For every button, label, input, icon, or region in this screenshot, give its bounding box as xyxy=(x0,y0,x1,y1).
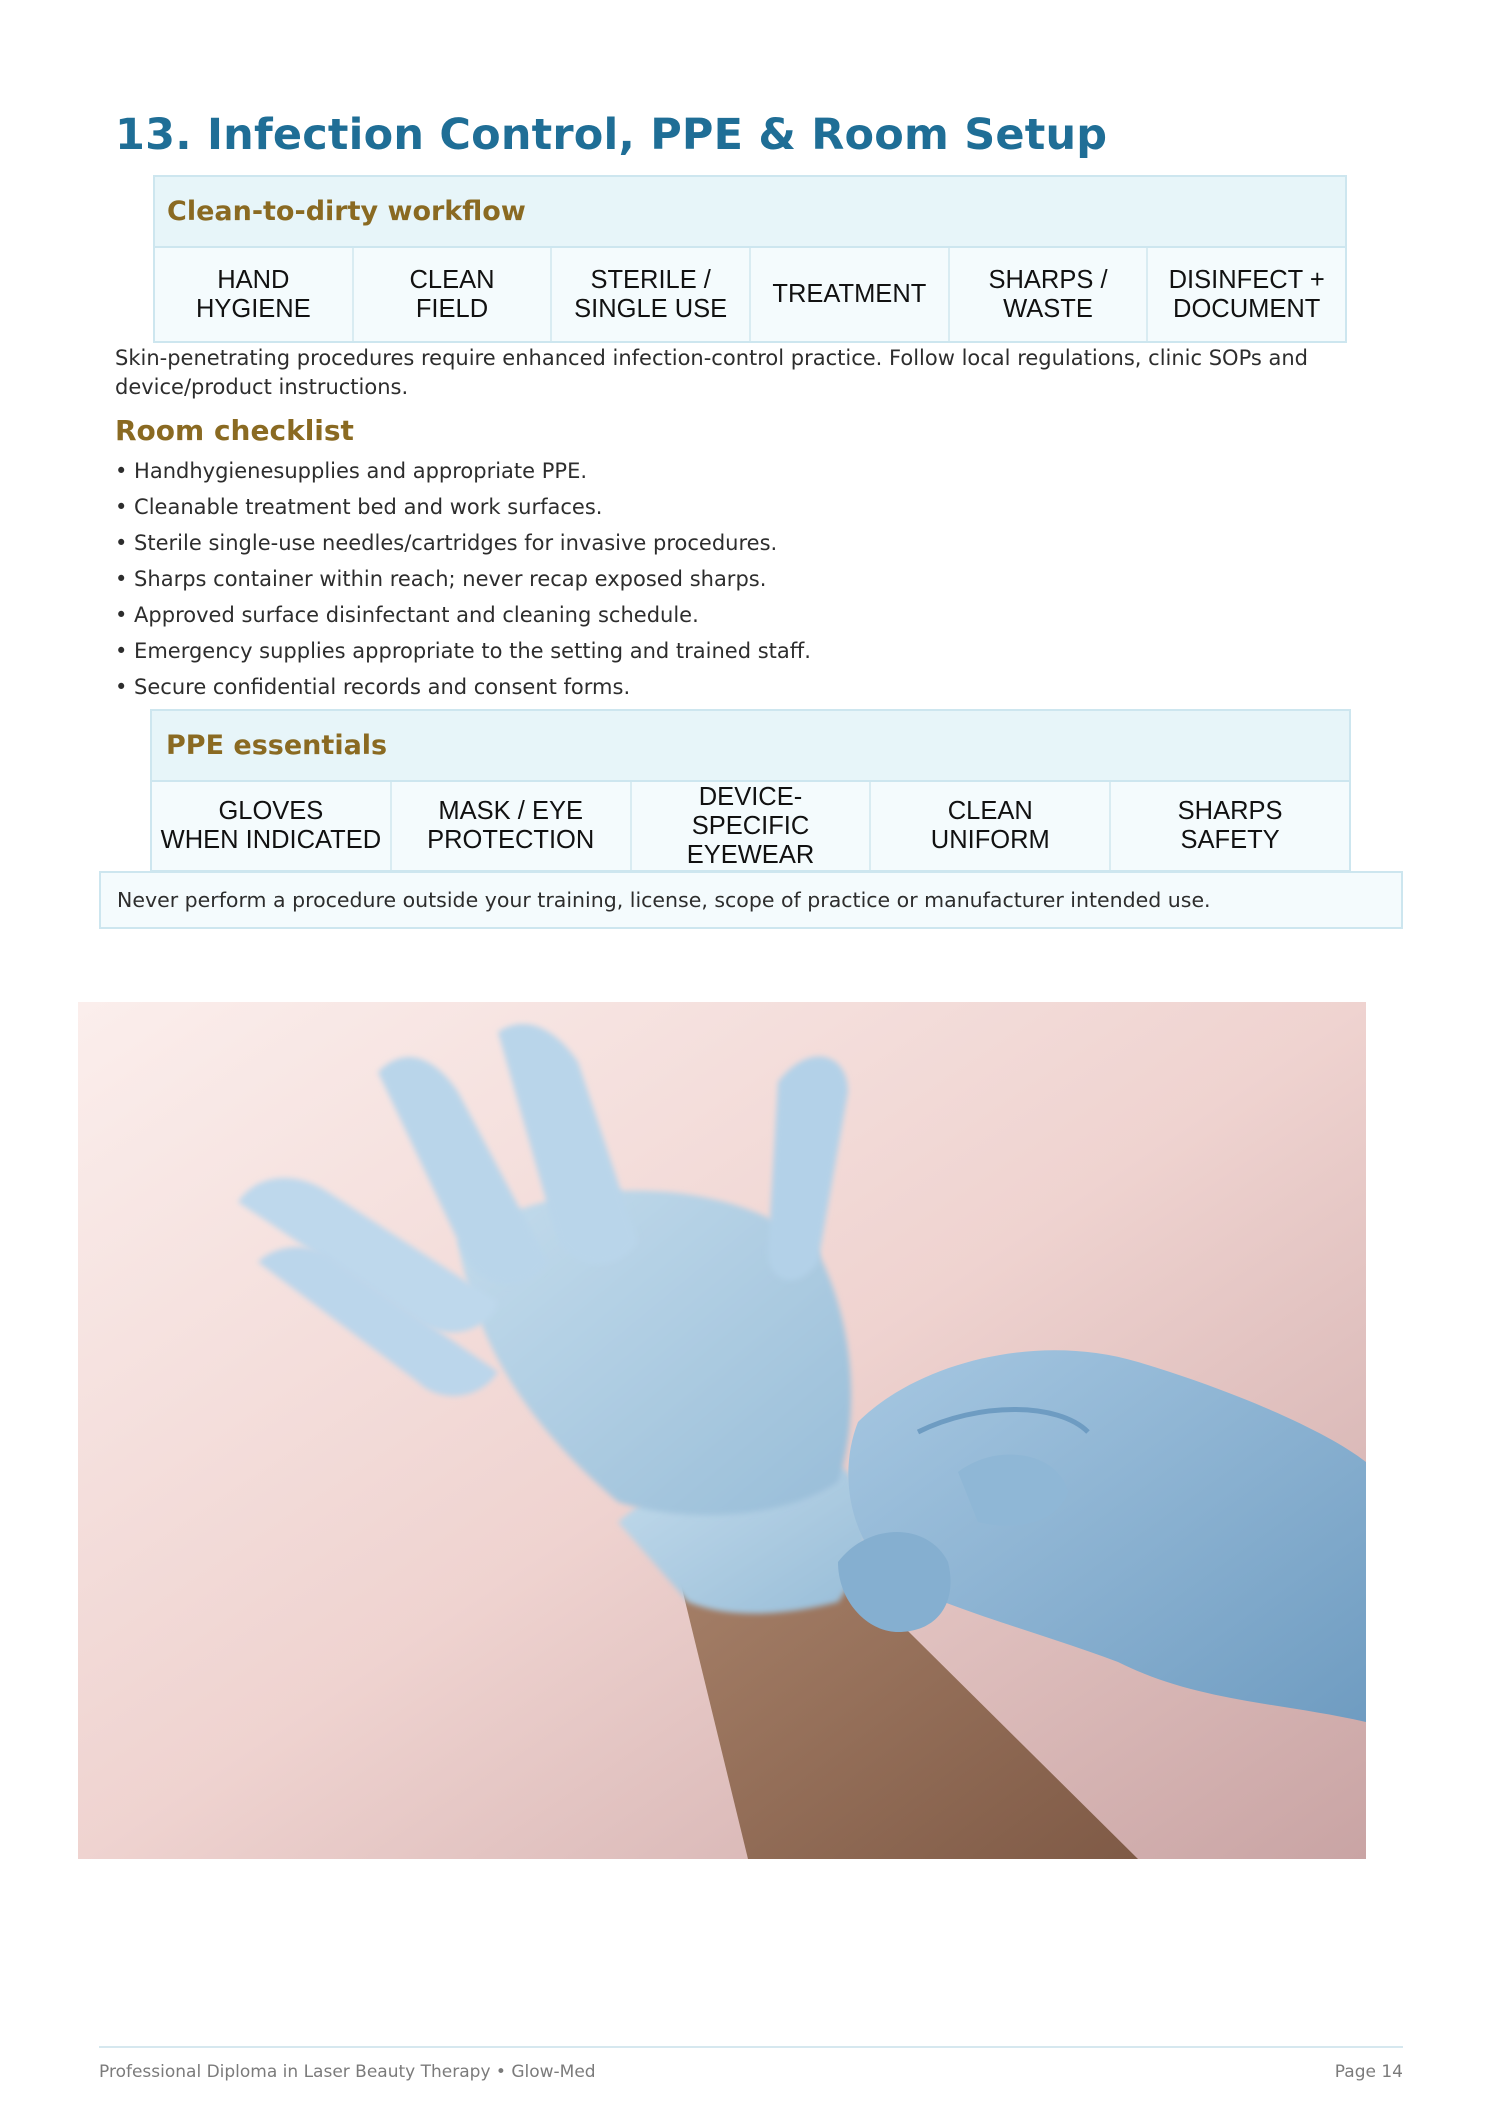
checklist-item: • Sterile single-use needles/cartridges for invasive procedures. xyxy=(115,531,778,555)
glove-photo xyxy=(78,1002,1366,1859)
intro-paragraph: Skin-penetrating procedures require enhanced infection-control practice. Follow local regulations, clinic SOPs and device/product instructions. xyxy=(115,346,1309,399)
workflow-step-sharps-waste: SHARPS / WASTE xyxy=(950,248,1149,341)
scope-note: Never perform a procedure outside your training, license, scope of practice or manufacturer intended use. xyxy=(99,871,1403,929)
workflow-step-disinfect-document: DISINFECT + DOCUMENT xyxy=(1168,265,1325,323)
workflow-step-sterile-single-use: STERILE / SINGLE USE xyxy=(552,248,751,341)
ppe-item-mask-eye-protection: MASK / EYE PROTECTION xyxy=(392,782,632,870)
ppe-panel xyxy=(150,709,1351,872)
ppe-item-sharps-safety: SHARPS SAFETY xyxy=(1177,797,1283,854)
checklist-item: • Secure confidential records and consent forms. xyxy=(115,675,631,699)
footer-divider xyxy=(99,2046,1403,2048)
ppe-item-gloves: GLOVES WHEN INDICATED xyxy=(152,782,392,870)
footer-page-number: Page 14 xyxy=(1334,2062,1403,2082)
checklist-item: • Emergency supplies appropriate to the setting and trained staff. xyxy=(115,639,811,663)
room-checklist-heading: Room checklist xyxy=(115,414,354,447)
workflow-panel xyxy=(153,175,1347,343)
workflow-step-clean-field: CLEAN FIELD xyxy=(354,248,553,341)
workflow-step-treatment: TREATMENT xyxy=(751,248,950,341)
ppe-heading: PPE essentials xyxy=(152,711,1349,782)
checklist-item: • Sharps container within reach; never recap exposed sharps. xyxy=(115,567,767,591)
room-checklist xyxy=(115,456,811,708)
workflow-heading: Clean-to-dirty workflow xyxy=(155,177,1345,248)
ppe-item-device-eyewear: DEVICE- SPECIFIC EYEWEAR xyxy=(632,782,872,870)
checklist-item: • Approved surface disinfectant and cleaning schedule. xyxy=(115,603,699,627)
footer-course-name: Professional Diploma in Laser Beauty Therapy • Glow-Med xyxy=(99,2062,596,2082)
page-title: 13. Infection Control, PPE & Room Setup xyxy=(115,110,1108,160)
ppe-item-clean-uniform: CLEAN UNIFORM xyxy=(871,782,1111,870)
workflow-step-hand-hygiene: HAND HYGIENE xyxy=(155,248,354,341)
checklist-item: • Handhygienesupplies and appropriate PPE. xyxy=(115,459,588,483)
checklist-item: • Cleanable treatment bed and work surfaces. xyxy=(115,495,603,519)
